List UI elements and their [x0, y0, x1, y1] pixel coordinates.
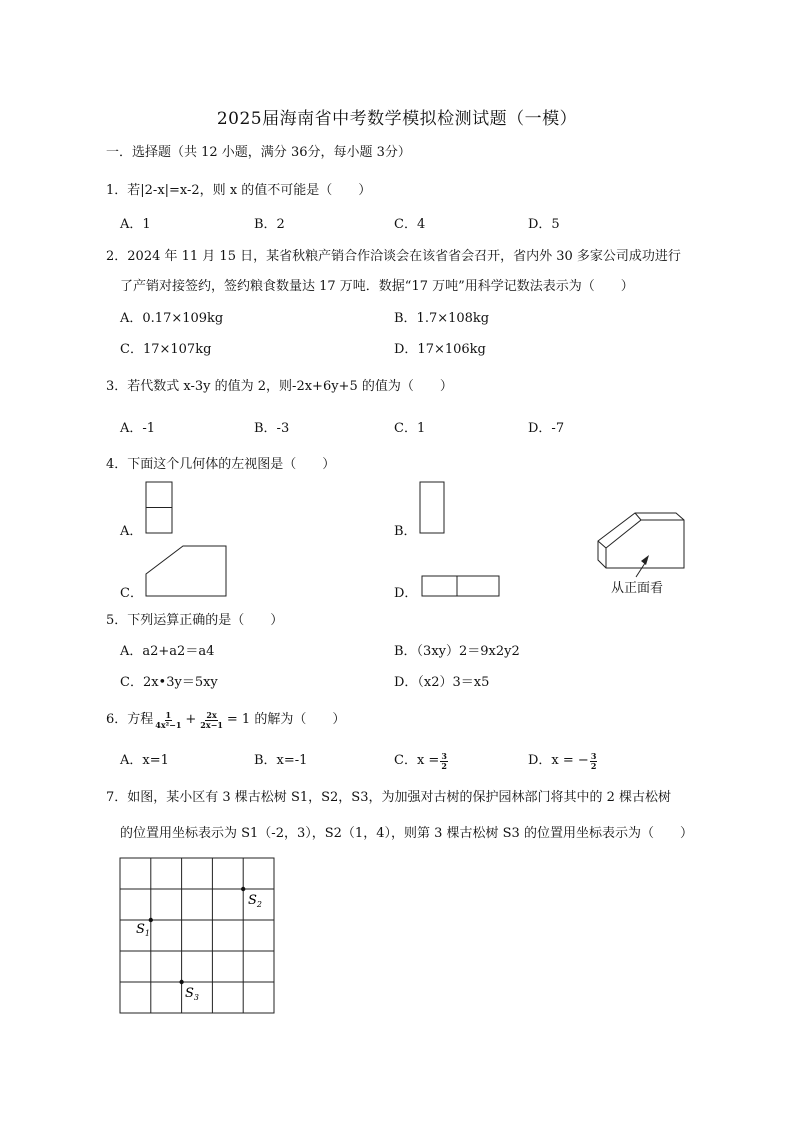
q5-option-c: C．2x•3y＝5xy [120, 675, 218, 690]
q4-figure-c [146, 546, 226, 596]
q6-frac2-numerator: 2x [206, 709, 217, 720]
q4-figure-b [420, 482, 444, 533]
q3-option-c: C．1 [394, 421, 426, 436]
q4-option-b: B． [394, 524, 417, 539]
q6-stem-prefix: 6．方程 [106, 712, 154, 727]
point-s2 [241, 887, 245, 891]
question-5-stem: 5．下列运算正确的是（ ） [106, 613, 284, 628]
point-s1 [149, 918, 153, 922]
q4-option-d: D． [394, 586, 418, 601]
q1-option-b: B．2 [254, 217, 285, 232]
q6-option-c [394, 748, 449, 774]
question-2-stem-line2: 了产销对接签约，签约粮食数量达 17 万吨．数据“17 万吨”用科学记数法表示为（ ） [120, 279, 634, 294]
question-7-stem-line1: 7．如图，某小区有 3 棵古松树 S1，S2，S3，为加强对古树的保护园林部门将其中的 2 棵古松树 [106, 790, 672, 805]
q5-option-a: A．a2+a2＝a4 [120, 644, 215, 659]
exam-title: 2025届海南省中考数学模拟检测试题（一模） [216, 109, 578, 129]
q1-option-a: A．1 [120, 217, 151, 232]
label-s2: $S_2$ [248, 893, 262, 909]
q2-option-d: D．17×106kg [394, 342, 486, 357]
label-s3: $S_3$ [185, 986, 199, 1002]
q6-option-d-den: 2 [590, 760, 597, 771]
q1-option-d: D．5 [528, 217, 560, 232]
q3-option-a: A．-1 [120, 421, 156, 436]
q6-plus-sign: + [185, 712, 197, 727]
q3-option-d: D．-7 [528, 421, 565, 436]
q7-grid-figure [118, 856, 278, 1016]
point-s3 [179, 980, 183, 984]
section-heading: 一．选择题（共 12 小题，满分 36分，每小题 3分） [106, 145, 411, 160]
q4-figure-d [422, 576, 499, 596]
figure-caption: 从正面看 [611, 581, 664, 596]
question-2-stem-line1: 2．2024 年 11 月 15 日，某省秋粮产销合作洽谈会在该省省会召开，省内外 30 多家公司成功进行 [106, 249, 681, 264]
q6-stem-suffix: = 1 的解为（ ） [226, 712, 346, 727]
q6-option-c-num: 3 [441, 750, 447, 761]
q2-option-c: C．17×107kg [120, 342, 212, 357]
q6-option-d [528, 748, 598, 774]
q3-option-b: B．-3 [254, 421, 290, 436]
question-6-stem [106, 707, 345, 733]
q4-option-c: C． [120, 586, 143, 601]
question-1-stem: 1．若|2-x|=x-2，则 x 的值不可能是（ ） [106, 183, 372, 198]
q2-option-b: B．1.7×108kg [394, 311, 490, 326]
q5-option-d: D．（x2）3＝x5 [394, 675, 490, 690]
q4-option-a: A． [120, 524, 143, 539]
q6-fraction-2 [199, 711, 224, 730]
q2-option-a: A．0.17×109kg [120, 311, 224, 326]
q6-frac1-numerator: 1 [165, 709, 172, 720]
q6-option-d-label: D．x = − [528, 753, 589, 768]
q6-option-d-fraction [590, 752, 598, 771]
q6-fraction-1 [154, 711, 182, 730]
q6-option-a: A．x=1 [120, 753, 169, 768]
q1-option-c: C．4 [394, 217, 426, 232]
q6-frac2-denominator: 2x−1 [200, 719, 223, 730]
q6-option-c-label: C．x = [394, 753, 440, 768]
q4-solid-3d [598, 513, 684, 568]
question-4-stem: 4．下面这个几何体的左视图是（ ） [106, 457, 336, 472]
question-3-stem: 3．若代数式 x-3y 的值为 2，则-2x+6y+5 的值为（ ） [106, 379, 453, 394]
q6-option-d-num: 3 [590, 750, 597, 761]
q5-option-b: B．（3xy）2＝9x2y2 [394, 644, 520, 659]
question-7-stem-line2: 的位置用坐标表示为 S1（-2，3），S2（1，4），则第 3 棵古松树 S3 的位置用坐标表示为（ ） [120, 826, 693, 841]
q6-frac1-denominator: 4x²−1 [155, 719, 182, 730]
label-s1: $S_1$ [136, 922, 150, 938]
q6-option-c-den: 2 [441, 760, 447, 771]
q6-option-b: B．x=-1 [254, 753, 308, 768]
q6-option-c-fraction [440, 752, 448, 771]
